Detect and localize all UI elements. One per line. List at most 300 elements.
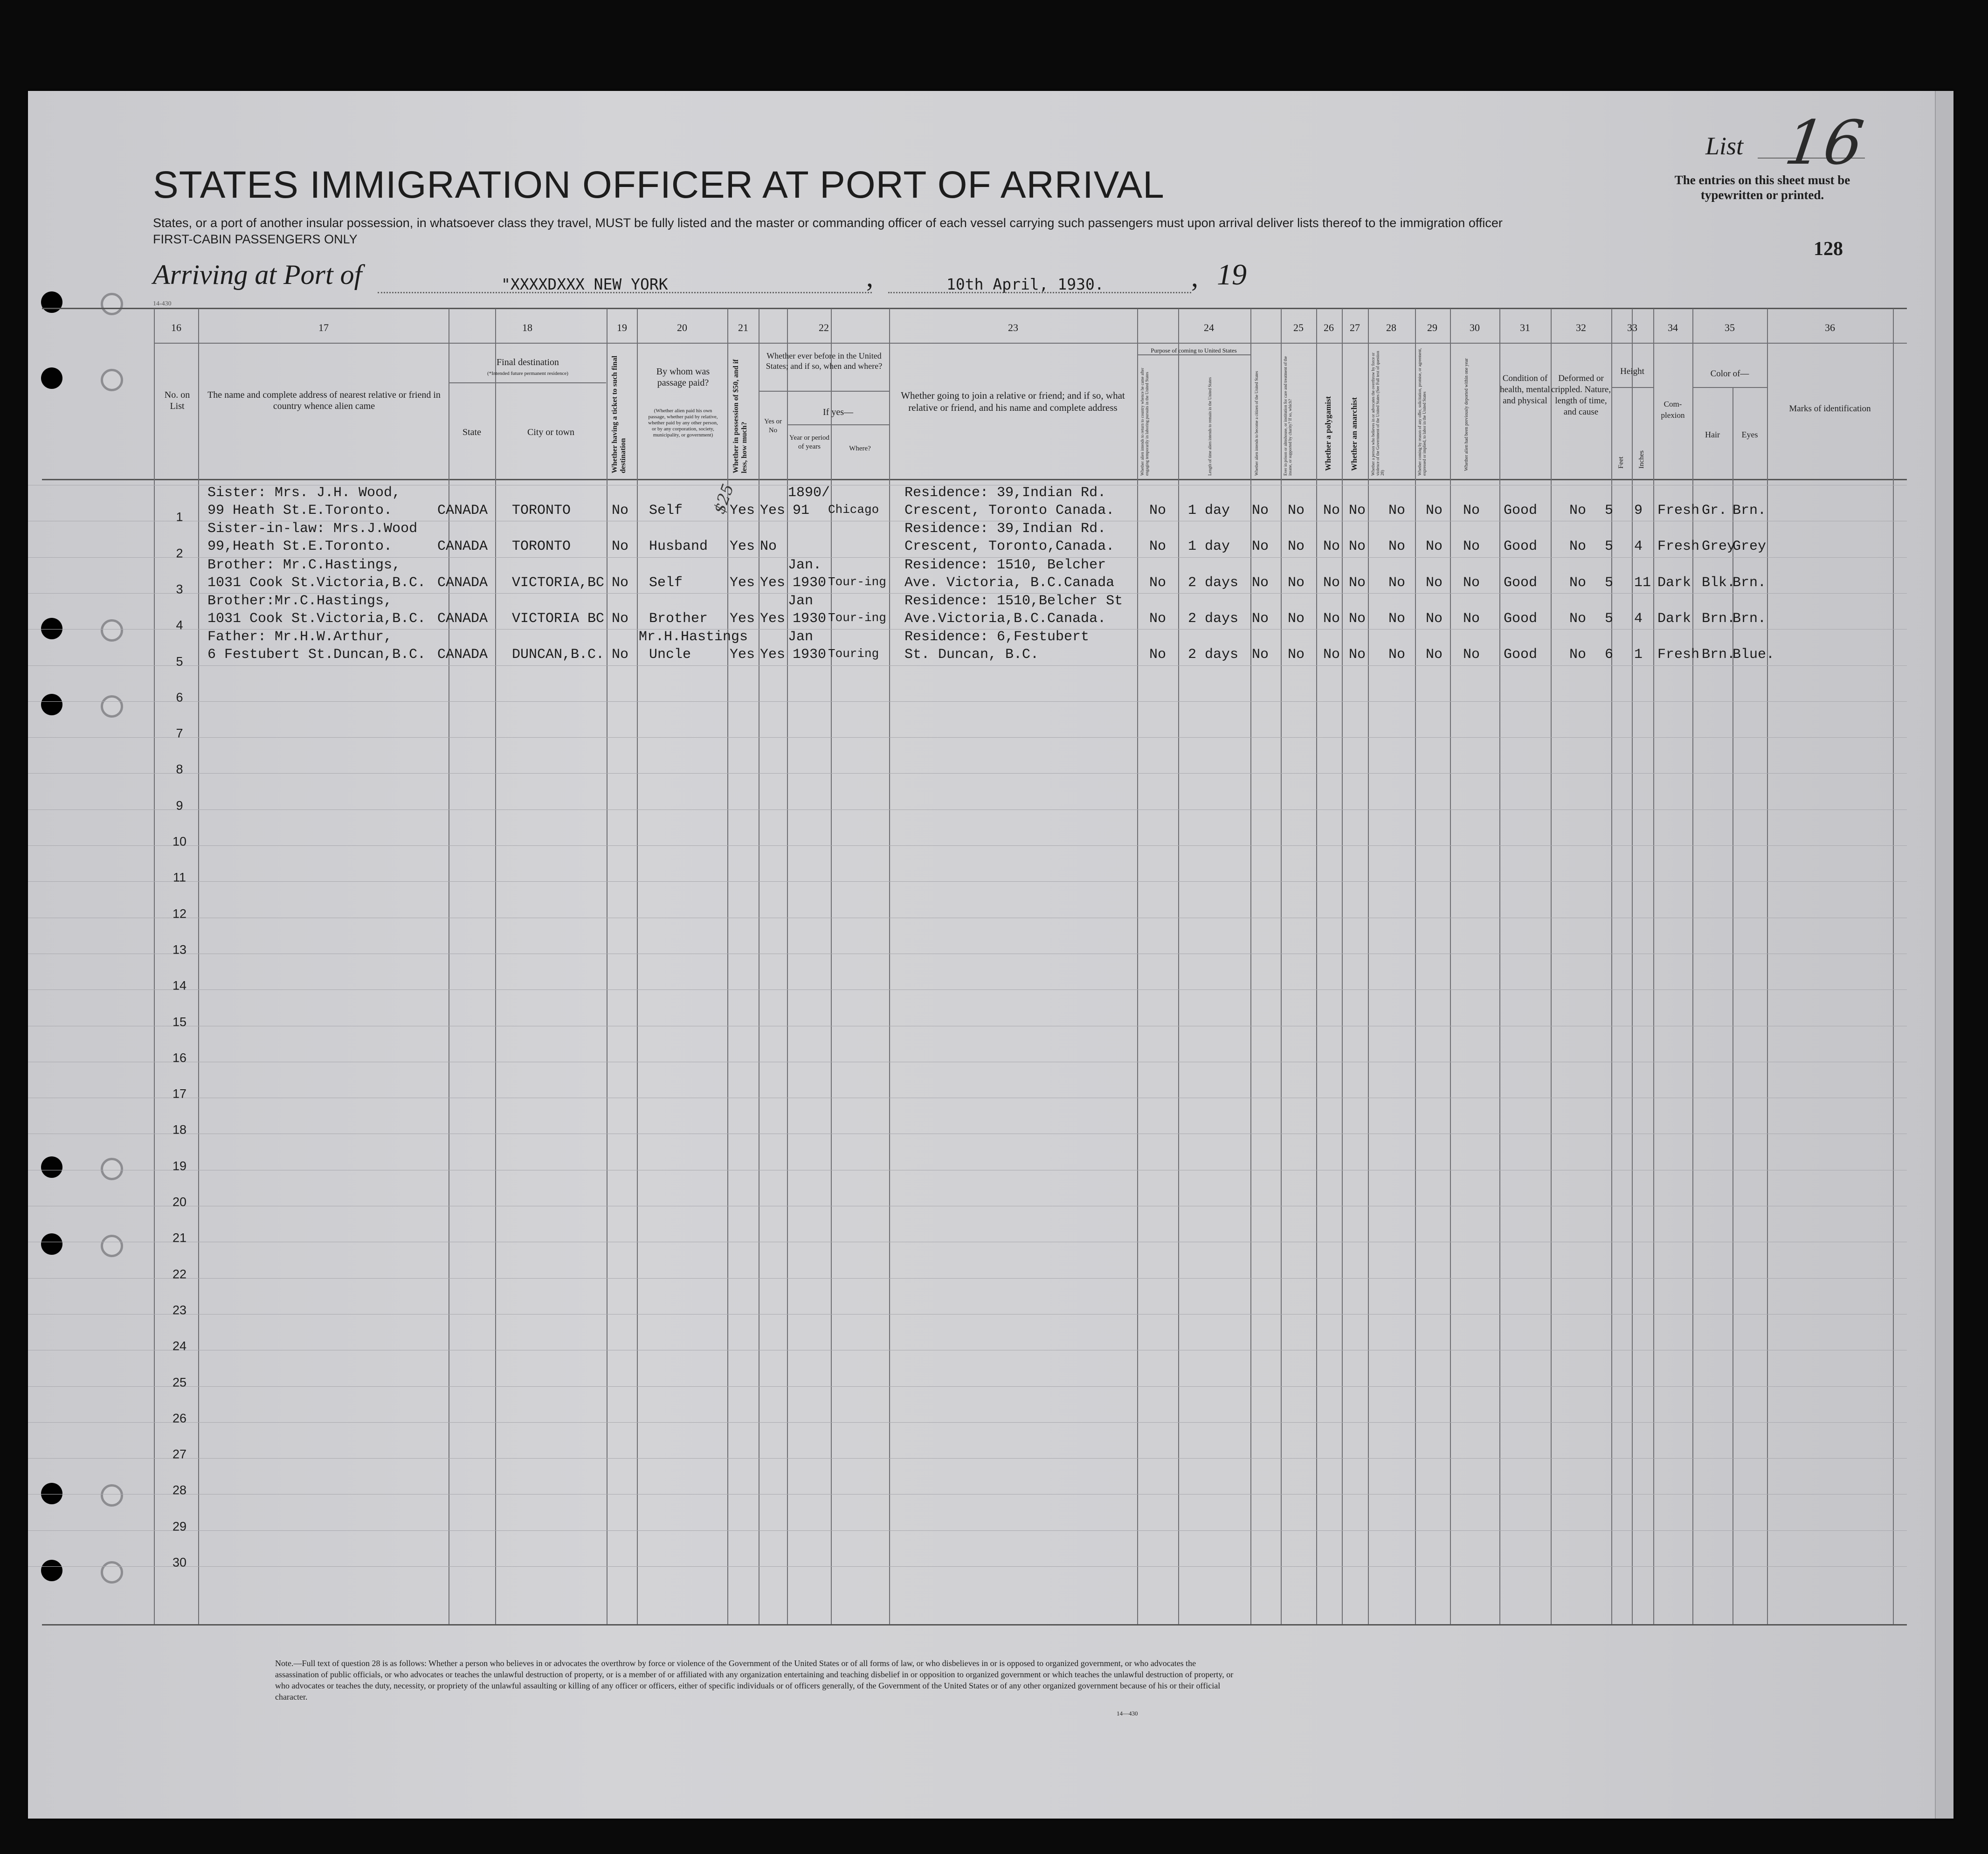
row-number: 8: [176, 762, 183, 776]
entry-rel2: 1031 Cook St.Victoria,B.C.: [207, 611, 426, 627]
entry-city: TORONTO: [512, 539, 571, 554]
entry-feet: 5: [1605, 575, 1614, 591]
header-before-in-us: Whether ever before in the United States; and if so, when and where?: [766, 351, 883, 371]
row-number: 14: [172, 978, 187, 993]
row-number: 4: [176, 618, 183, 632]
header-subrule: [1611, 387, 1653, 388]
arrival-date: 10th April, 1930.: [946, 275, 1104, 293]
entry-c28: No: [1388, 539, 1406, 554]
header-where: Where?: [849, 445, 871, 452]
column-number: 19: [617, 322, 627, 333]
pencil-annotation: $25: [710, 481, 738, 517]
entry-c25: No: [1288, 647, 1305, 663]
entry-ticket: No: [612, 647, 629, 663]
margin-rule: [28, 1422, 154, 1423]
header-c31: Condition of health, mental and physical: [1500, 374, 1550, 406]
header-purpose-a: Whether alien intends to return to country whence he came after engaging temporarily in laboring pursuits in the United States: [1140, 367, 1149, 476]
row-number: 26: [172, 1411, 187, 1425]
entry-c29: No: [1426, 611, 1443, 627]
entry-c30: No: [1463, 611, 1480, 627]
row-number: 21: [172, 1231, 187, 1245]
column-divider: [831, 343, 832, 1624]
entry-year1: Jan: [788, 593, 814, 609]
entry-inches: 4: [1634, 611, 1643, 627]
margin-rule: [28, 881, 154, 882]
column-divider: [198, 309, 199, 1624]
form-title: STATES IMMIGRATION OFFICER AT PORT OF ARRIVAL: [153, 164, 1165, 206]
column-number: 23: [1008, 322, 1018, 333]
entry-before: Yes: [760, 503, 786, 519]
row-rule: [154, 1458, 1907, 1459]
entry-p3: No: [1252, 503, 1269, 519]
column-divider: [154, 309, 155, 1624]
entry-state: CANADA: [437, 575, 488, 591]
entry-rel2: 99 Heath St.E.Toronto.: [207, 503, 393, 519]
entry-c30: No: [1463, 575, 1480, 591]
header-eyes: Eyes: [1741, 430, 1758, 439]
entries-instruction: The entries on this sheet must be typewritten or printed.: [1674, 173, 1850, 202]
entry-before: Yes: [760, 647, 786, 663]
arrival-port: "XXXXDXXX NEW YORK: [501, 275, 668, 293]
reinforcement-ring: [101, 1484, 123, 1507]
header-state: State: [462, 427, 481, 437]
header-c29: Whether coming by reason of any offer, solicitation, promise, or agreement, expressed or implied, to labor in the United States: [1417, 348, 1427, 476]
entry-feet: 5: [1605, 539, 1614, 554]
entry-c30: No: [1463, 503, 1480, 519]
row-number: 12: [172, 906, 187, 921]
row-rule: [154, 1278, 1907, 1279]
entry-paid: Self: [649, 503, 683, 519]
entry-c26: No: [1323, 539, 1340, 554]
reinforcement-ring: [101, 1158, 123, 1180]
entry-c28: No: [1388, 611, 1406, 627]
entry-rel1: Sister-in-law: Mrs.J.Wood: [207, 521, 418, 537]
margin-rule: [28, 557, 154, 558]
column-divider: [787, 396, 788, 1624]
sheet-edge: [1935, 91, 1953, 1819]
header-height: Height: [1620, 367, 1644, 376]
row-number: 23: [172, 1303, 187, 1317]
row-rule: [154, 845, 1907, 846]
header-subrule: [449, 382, 606, 383]
entry-year2: 91: [793, 503, 810, 519]
entry-eyes: Brn.: [1733, 575, 1767, 591]
row-number: 2: [176, 546, 183, 560]
entry-join1: Residence: 6,Festubert: [904, 629, 1090, 645]
reinforcement-ring: [101, 695, 123, 718]
reinforcement-ring: [101, 369, 123, 391]
margin-rule: [28, 989, 154, 990]
entry-join2: Ave. Victoria, B.C.Canada: [904, 575, 1115, 591]
entry-join2: Crescent, Toronto Canada.: [904, 503, 1115, 519]
form-subtitle: States, or a port of another insular possession, in whatsoever class they travel, MUST be fully listed and the master or commanding officer of each vessel carrying such passengers must upon arrival deliver lists thereof to the immigration officer: [153, 216, 1503, 230]
entry-ticket: No: [612, 539, 629, 554]
entry-possession: Yes: [730, 611, 755, 627]
row-rule: [154, 1530, 1907, 1531]
row-rule: [154, 665, 1907, 666]
column-divider: [1137, 309, 1138, 1624]
entry-where: Tour-ing: [828, 575, 886, 589]
header-possession: Whether in possession of $50, and if less, how much?: [732, 359, 748, 473]
column-number: 35: [1725, 322, 1735, 333]
entry-deformed: No: [1569, 647, 1587, 663]
header-purpose-b: Length of time alien intends to remain in the United States: [1208, 377, 1212, 476]
entry-ticket: No: [612, 611, 629, 627]
header-top-rule: [42, 308, 1907, 309]
entry-city: TORONTO: [512, 503, 571, 519]
row-number: 17: [172, 1086, 187, 1101]
entry-possession: Yes: [730, 647, 755, 663]
entry-join2: St. Duncan, B.C.: [904, 647, 1039, 663]
entry-c29: No: [1426, 647, 1443, 663]
column-number: 28: [1386, 322, 1396, 333]
entry-year1: 1890/: [788, 485, 830, 501]
header-color-of: Color of—: [1710, 369, 1749, 379]
row-rule: [154, 989, 1907, 990]
header-complexion: Com-plexion: [1661, 400, 1685, 420]
entry-inches: 11: [1634, 575, 1651, 591]
entry-health: Good: [1504, 503, 1538, 519]
header-subrule: [1137, 354, 1250, 355]
entry-eyes: Brn.: [1733, 503, 1767, 519]
entry-year1: Jan.: [788, 557, 822, 573]
entry-c25: No: [1288, 539, 1305, 554]
header-inches: Inches: [1638, 450, 1645, 469]
row-number: 15: [172, 1015, 187, 1029]
punch-hole: [41, 618, 62, 639]
entry-hair: Brn.: [1702, 611, 1736, 627]
entry-deformed: No: [1569, 611, 1587, 627]
header-yes-no: Yes or No: [764, 418, 782, 434]
entry-possession: Yes: [730, 503, 755, 519]
margin-rule: [28, 737, 154, 738]
entry-feet: 6: [1605, 647, 1614, 663]
header-bottom-rule: [42, 479, 1907, 480]
entry-hair: Gr.: [1702, 503, 1727, 519]
entry-inches: 1: [1634, 647, 1643, 663]
entry-rel1: Brother:Mr.C.Hastings,: [207, 593, 393, 609]
entry-before: Yes: [760, 575, 786, 591]
column-divider: [1632, 343, 1633, 1624]
margin-rule: [28, 845, 154, 846]
entry-hair: Brn.: [1702, 647, 1736, 663]
header-no-on-list: No. on List: [164, 390, 190, 411]
entry-feet: 5: [1605, 611, 1614, 627]
row-number: 20: [172, 1195, 187, 1209]
entry-p2: 1 day: [1188, 503, 1230, 519]
punch-hole: [41, 367, 62, 389]
entry-p1: No: [1149, 611, 1167, 627]
column-divider: [495, 309, 496, 1624]
entry-hair: Blk.: [1702, 575, 1736, 591]
column-divider: [1551, 309, 1552, 1624]
header-c30: Whether alien had been previously deported within one year: [1464, 358, 1469, 471]
entry-c25: No: [1288, 611, 1305, 627]
margin-rule: [28, 809, 154, 810]
column-number: 17: [318, 322, 329, 333]
entry-ticket: No: [612, 575, 629, 591]
entry-c28: No: [1388, 575, 1406, 591]
entry-paid1: Mr.H.Hastings: [639, 629, 748, 645]
entry-p2: 1 day: [1188, 539, 1230, 554]
row-number: 19: [172, 1159, 187, 1173]
entry-complexion: Dark: [1657, 575, 1691, 591]
column-number: 18: [522, 322, 532, 333]
row-rule: [154, 1386, 1907, 1387]
entry-p1: No: [1149, 539, 1167, 554]
row-number: 6: [176, 690, 183, 705]
entry-before: No: [760, 539, 777, 554]
entry-complexion: Fresh: [1657, 647, 1700, 663]
entry-state: CANADA: [437, 647, 488, 663]
header-final-destination: Final destination: [497, 357, 559, 367]
margin-rule: [28, 1278, 154, 1279]
entry-rel2: 1031 Cook St.Victoria,B.C.: [207, 575, 426, 591]
entry-c27: No: [1349, 503, 1366, 519]
passenger-class: FIRST-CABIN PASSENGERS ONLY: [153, 232, 358, 246]
entry-join1: Residence: 39,Indian Rd.: [904, 521, 1106, 537]
header-year-period: Year or period of years: [789, 434, 829, 450]
entry-paid: Brother: [649, 611, 708, 627]
entry-paid: Uncle: [649, 647, 691, 663]
entry-c28: No: [1388, 647, 1406, 663]
punch-hole: [41, 291, 62, 313]
entry-deformed: No: [1569, 503, 1587, 519]
entry-c27: No: [1349, 539, 1366, 554]
header-subrule: [787, 424, 889, 425]
row-number: 30: [172, 1555, 187, 1570]
column-divider: [1653, 309, 1654, 1624]
entry-c27: No: [1349, 575, 1366, 591]
entry-health: Good: [1504, 611, 1538, 627]
entry-year2: 1930: [793, 647, 827, 663]
header-passage-paid-note: (Whether alien paid his own passage, whether paid by relative, whether paid by any other person, or by any corporation, society, municipality, or government): [648, 408, 718, 438]
row-number: 9: [176, 798, 183, 813]
entry-c25: No: [1288, 503, 1305, 519]
entry-join2: Crescent, Toronto,Canada.: [904, 539, 1115, 554]
row-number: 10: [172, 834, 187, 849]
entry-state: CANADA: [437, 503, 488, 519]
row-number: 1: [176, 510, 183, 524]
entry-ticket: No: [612, 503, 629, 519]
row-rule: [154, 773, 1907, 774]
row-number: 11: [173, 870, 186, 885]
header-c28: Whether a person who believes in or advocates the overthrow by force or violence of the Government of the United States (See Full text of question 28): [1371, 351, 1385, 476]
form-code: 14-430: [153, 300, 172, 307]
entry-c26: No: [1323, 647, 1340, 663]
column-number: 21: [738, 322, 748, 333]
entry-feet: 5: [1605, 503, 1614, 519]
entry-complexion: Dark: [1657, 611, 1691, 627]
entry-p3: No: [1252, 575, 1269, 591]
header-city: City or town: [527, 427, 575, 437]
header-hair: Hair: [1705, 430, 1720, 439]
entry-year2: 1930: [793, 575, 827, 591]
entry-paid: Husband: [649, 539, 708, 554]
column-number: 16: [171, 322, 181, 333]
entry-where: Chicago: [828, 503, 879, 517]
entry-eyes: Blue.: [1733, 647, 1775, 663]
punch-hole: [41, 1233, 62, 1255]
entry-eyes: Grey: [1733, 539, 1767, 554]
column-number: 36: [1825, 322, 1835, 333]
entry-rel2: 6 Festubert St.Duncan,B.C.: [207, 647, 426, 663]
entry-eyes: Brn.: [1733, 611, 1767, 627]
entry-p3: No: [1252, 647, 1269, 663]
entry-p3: No: [1252, 611, 1269, 627]
column-number: 29: [1427, 322, 1437, 333]
row-number: 3: [176, 582, 183, 596]
entry-rel1: Sister: Mrs. J.H. Wood,: [207, 485, 401, 501]
entry-where: Touring: [828, 647, 879, 661]
header-subrule: [1692, 387, 1767, 388]
entry-city: VICTORIA BC: [512, 611, 605, 627]
header-final-destination-note: (*Intended future permanent residence): [487, 371, 568, 376]
entry-paid: Self: [649, 575, 683, 591]
reinforcement-ring: [101, 1561, 123, 1584]
header-marks: Marks of identification: [1789, 404, 1871, 414]
entry-p3: No: [1252, 539, 1269, 554]
column-divider: [889, 309, 890, 1624]
entry-where: Tour-ing: [828, 611, 886, 625]
list-label: List: [1705, 132, 1744, 160]
margin-rule: [28, 593, 154, 594]
punch-hole: [41, 1156, 62, 1178]
column-number: 33: [1627, 322, 1637, 333]
column-number: 27: [1350, 322, 1360, 333]
entry-p1: No: [1149, 647, 1167, 663]
header-passage-paid: By whom was passage paid?: [656, 367, 710, 388]
page-number: 128: [1814, 238, 1843, 260]
column-divider: [1893, 309, 1894, 1624]
entry-health: Good: [1504, 647, 1538, 663]
column-number: 20: [677, 322, 687, 333]
row-rule: [154, 809, 1907, 810]
reinforcement-ring: [101, 619, 123, 642]
entry-hair: Grey: [1702, 539, 1736, 554]
header-join-relative: Whether going to join a relative or friend; and if so, what relative or friend, and his name and complete address: [901, 390, 1125, 413]
entry-c29: No: [1426, 503, 1443, 519]
row-rule: [154, 1422, 1907, 1423]
entry-state: CANADA: [437, 539, 488, 554]
column-number: 31: [1520, 322, 1530, 333]
entry-inches: 9: [1634, 503, 1643, 519]
margin-rule: [28, 773, 154, 774]
entry-join1: Residence: 39,Indian Rd.: [904, 485, 1106, 501]
entry-complexion: Fresh: [1657, 539, 1700, 554]
row-number: 28: [172, 1483, 187, 1497]
row-rule: [154, 701, 1907, 702]
entry-possession: Yes: [730, 575, 755, 591]
list-number: 16: [1781, 107, 1868, 178]
entry-c29: No: [1426, 575, 1443, 591]
column-divider: [1499, 309, 1500, 1624]
entry-state: CANADA: [437, 611, 488, 627]
header-c25: Ever in prison or almshouse, or institution for care and treatment of the insane, or supported by charity? If so, which?: [1283, 356, 1292, 476]
row-rule: [154, 1566, 1907, 1567]
entry-year2: 1930: [793, 611, 827, 627]
entry-city: DUNCAN,B.C.: [512, 647, 605, 663]
row-number: 27: [172, 1447, 187, 1461]
row-number: 24: [172, 1339, 187, 1353]
column-divider: [1368, 309, 1369, 1624]
entry-inches: 4: [1634, 539, 1643, 554]
footnote-form-code: 14—430: [1117, 1710, 1138, 1717]
entry-deformed: No: [1569, 575, 1587, 591]
column-number: 25: [1293, 322, 1304, 333]
row-number: 7: [176, 726, 183, 740]
entry-c26: No: [1323, 611, 1340, 627]
column-divider: [1415, 309, 1416, 1624]
entry-city: VICTORIA,BC: [512, 575, 605, 591]
table-bottom-rule: [42, 1624, 1907, 1626]
entry-deformed: No: [1569, 539, 1587, 554]
row-number: 16: [172, 1051, 187, 1065]
header-if-yes: If yes—: [823, 407, 853, 417]
row-number: 22: [172, 1267, 187, 1281]
manifest-sheet: [28, 91, 1953, 1819]
entry-p2: 2 days: [1188, 611, 1239, 627]
punch-hole: [41, 1483, 62, 1504]
row-number: 25: [172, 1375, 187, 1390]
column-divider: [1450, 309, 1451, 1624]
entry-p2: 2 days: [1188, 575, 1239, 591]
column-divider: [1342, 309, 1343, 1624]
header-c32: Deformed or crippled. Nature, length of time, and cause: [1551, 374, 1611, 417]
column-number: 34: [1668, 322, 1678, 333]
margin-rule: [28, 629, 154, 630]
margin-rule: [28, 1566, 154, 1567]
entry-c30: No: [1463, 539, 1480, 554]
column-number: 32: [1576, 322, 1586, 333]
entry-health: Good: [1504, 539, 1538, 554]
entry-join1: Residence: 1510,Belcher St: [904, 593, 1123, 609]
column-number: 26: [1324, 322, 1334, 333]
header-c27: Whether an anarchist: [1350, 397, 1359, 471]
comma: ,: [1191, 262, 1198, 292]
header-purpose: Purpose of coming to United States: [1151, 347, 1237, 354]
column-divider: [1281, 309, 1282, 1624]
entry-rel1: Brother: Mr.C.Hastings,: [207, 557, 401, 573]
column-divider: [1316, 309, 1317, 1624]
margin-rule: [28, 1458, 154, 1459]
entry-c27: No: [1349, 647, 1366, 663]
entry-year1: Jan: [788, 629, 814, 645]
margin-rule: [28, 1386, 154, 1387]
reinforcement-ring: [101, 293, 123, 315]
row-number: 13: [172, 942, 187, 957]
entry-c29: No: [1426, 539, 1443, 554]
comma: ,: [866, 262, 873, 292]
entry-p1: No: [1149, 575, 1167, 591]
header-subrule: [759, 391, 889, 392]
entry-health: Good: [1504, 575, 1538, 591]
entry-c28: No: [1388, 503, 1406, 519]
column-divider: [1767, 309, 1768, 1624]
entry-p1: No: [1149, 503, 1167, 519]
row-number: 5: [176, 654, 183, 669]
colnum-rule: [154, 343, 1907, 344]
header-relative-address: The name and complete address of nearest relative or friend in country whence alien came: [207, 390, 441, 411]
column-number: 22: [819, 322, 829, 333]
margin-rule: [28, 701, 154, 702]
reinforcement-ring: [101, 1235, 123, 1257]
header-purpose-c: Whether alien intends to become a citizen of the United States: [1254, 371, 1259, 476]
footnote-question-28: Note.—Full text of question 28 is as follows: Whether a person who believes in or advocates the overthrow by force or violence of the Government of the United States or of all forms of law, or who disbelieves in or is opposed to organized government, or who advocates the assassination of public officials, or who advocates or teaches the unlawful destruction of property, or is a member of or affiliated with any organization entertaining and teaching disbelief in or opposition to organized government or which teaches the unlawful destruction of property, or who advocates or teaches the duty, necessity, or propriety of the unlawful assaulting or killing of any officer or officers, either of specific individuals or of officers generally, of the Government of the United States or of any other organized government because of his or their official character.: [275, 1659, 1234, 1702]
header-c26: Whether a polygamist: [1324, 396, 1332, 471]
entry-complexion: Fresh: [1657, 503, 1700, 519]
column-number: 30: [1470, 322, 1480, 333]
